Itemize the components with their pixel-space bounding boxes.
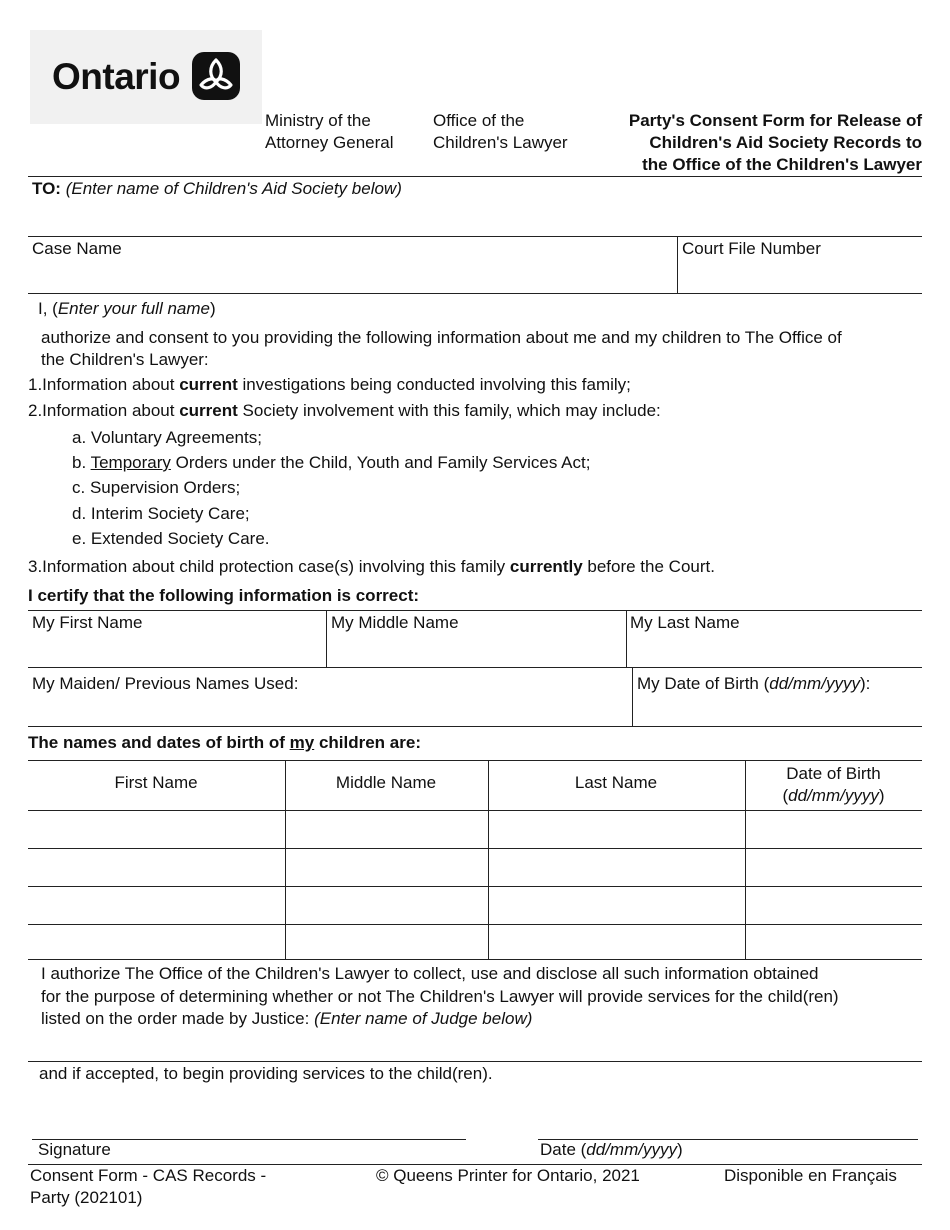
subitem-a: a. Voluntary Agreements; <box>72 428 262 447</box>
date-label-pre: Date ( <box>540 1140 587 1159</box>
col-date-of-birth <box>745 763 922 807</box>
judge-name-input[interactable] <box>28 1032 926 1058</box>
child-first-name-input[interactable] <box>30 853 288 881</box>
copyright-notice: © Queens Printer for Ontario, 2021 <box>376 1166 640 1185</box>
info-item-3 <box>28 556 715 578</box>
cas-name-input[interactable] <box>28 204 926 232</box>
children-header-bottom <box>28 810 922 811</box>
certify-mid-border <box>28 667 922 668</box>
child-middle-name-input[interactable] <box>288 815 492 843</box>
judge-divider <box>28 1061 922 1062</box>
row-divider <box>28 886 922 887</box>
first-name-label: My First Name <box>32 613 143 632</box>
child-middle-name-input[interactable] <box>288 891 492 919</box>
ontario-logo <box>30 30 262 124</box>
subitem-b-pre: b. <box>72 453 91 472</box>
dob-pre: My Date of Birth ( <box>637 674 770 693</box>
child-last-name-input[interactable] <box>491 853 749 881</box>
certify-heading: I certify that the following information is correct: <box>28 586 420 605</box>
item3-post: before the Court. <box>582 557 715 576</box>
to-divider <box>28 236 922 237</box>
dob-format: dd/mm/yyyy <box>769 674 860 693</box>
dob-input[interactable] <box>634 696 926 722</box>
col-dob-format <box>745 785 922 807</box>
date-label-post: ) <box>676 1140 683 1159</box>
child-dob-input[interactable] <box>748 853 926 881</box>
case-divider <box>28 293 922 294</box>
child-dob-input[interactable] <box>748 815 926 843</box>
signature-input[interactable] <box>32 1108 470 1136</box>
item3-pre: 3.Information about child protection case(s) involving this family <box>28 557 510 576</box>
info-item-1 <box>28 374 631 396</box>
authorization-line-1: I authorize The Office of the Children's Lawyer to collect, use and disclose all such information obtained <box>41 964 819 983</box>
court-file-label: Court File Number <box>682 239 821 258</box>
authorization-line-3 <box>41 1008 532 1030</box>
last-name-label: My Last Name <box>630 613 740 632</box>
ministry-name <box>265 110 425 154</box>
form-title-line-1: Party's Consent Form for Release of <box>628 111 922 130</box>
children-heading <box>28 732 421 754</box>
children-heading-post: children are: <box>314 733 421 752</box>
item1-bold: current <box>179 375 238 394</box>
subitem-d: d. Interim Society Care; <box>72 504 250 523</box>
child-first-name-input[interactable] <box>30 815 288 843</box>
office-line-2: Children's Lawyer <box>433 133 568 152</box>
children-table-top <box>28 760 922 761</box>
authorization-line-3-pre: listed on the order made by Justice: <box>41 1009 315 1028</box>
children-table-bottom <box>28 959 922 960</box>
child-middle-name-input[interactable] <box>288 928 492 955</box>
col-middle-name: Middle Name <box>335 773 437 792</box>
first-name-input[interactable] <box>28 636 330 664</box>
info-item-2 <box>28 400 661 422</box>
subitem-b <box>72 452 590 474</box>
date-format: dd/mm/yyyy <box>586 1140 677 1159</box>
authorize-line-2: the Children's Lawyer: <box>41 350 209 369</box>
form-identifier-line-2: Party (202101) <box>30 1188 143 1207</box>
date-label <box>540 1140 683 1160</box>
certify-top-border <box>28 610 922 611</box>
maiden-names-label: My Maiden/ Previous Names Used: <box>32 674 299 693</box>
item1-pre: 1.Information about <box>28 375 180 394</box>
certify-divider-2 <box>626 610 627 667</box>
subitem-b-underlined: Temporary <box>90 453 171 472</box>
trillium-icon <box>192 52 240 100</box>
row-divider <box>28 848 922 849</box>
authorization-line-2: for the purpose of determining whether or not The Children's Lawyer will provide services for the child(ren) <box>41 987 839 1006</box>
office-name <box>433 110 593 154</box>
maiden-names-input[interactable] <box>28 696 634 722</box>
col-dob-title: Date of Birth <box>786 764 881 783</box>
item2-bold: current <box>179 401 238 420</box>
child-first-name-input[interactable] <box>30 891 288 919</box>
subitem-e: e. Extended Society Care. <box>72 529 270 548</box>
date-input[interactable] <box>538 1108 922 1136</box>
item3-bold: currently <box>509 557 583 576</box>
col-dob-format-post: ) <box>878 786 885 805</box>
child-middle-name-input[interactable] <box>288 853 492 881</box>
child-first-name-input[interactable] <box>30 928 288 955</box>
signature-label: Signature <box>38 1140 111 1159</box>
child-dob-input[interactable] <box>748 891 926 919</box>
child-last-name-input[interactable] <box>491 815 749 843</box>
to-label-row <box>32 179 402 199</box>
form-identifier <box>30 1165 266 1209</box>
judge-hint: (Enter name of Judge below) <box>314 1009 533 1028</box>
court-file-input[interactable] <box>680 262 926 290</box>
col-last-name: Last Name <box>574 773 658 792</box>
children-heading-pre: The names and dates of birth of <box>28 733 290 752</box>
ministry-line-1: Ministry of the <box>265 111 371 130</box>
middle-name-label: My Middle Name <box>331 613 459 632</box>
child-dob-input[interactable] <box>748 928 926 955</box>
office-line-1: Office of the <box>433 111 525 130</box>
full-name-label <box>38 299 216 319</box>
item1-post: investigations being conducted involving this family; <box>237 375 631 394</box>
accepted-text: and if accepted, to begin providing services to the child(ren). <box>39 1064 493 1083</box>
full-name-suffix: ) <box>209 299 216 318</box>
authorize-line-1: authorize and consent to you providing the following information about me and my children to The Office of <box>41 328 842 347</box>
french-availability-link[interactable]: Disponible en Français <box>724 1166 897 1185</box>
case-name-label: Case Name <box>32 239 122 258</box>
full-name-prefix: I, ( <box>38 299 58 318</box>
full-name-hint: Enter your full name <box>57 299 210 318</box>
header-divider <box>28 176 922 177</box>
dob-label <box>637 674 870 694</box>
form-identifier-line-1: Consent Form - CAS Records - <box>30 1166 267 1185</box>
last-name-input[interactable] <box>628 636 926 664</box>
item2-post: Society involvement with this family, which may include: <box>237 401 661 420</box>
full-name-input[interactable] <box>240 297 926 321</box>
children-heading-my: my <box>289 733 315 752</box>
subitem-b-post: Orders under the Child, Youth and Family Services Act; <box>170 453 591 472</box>
case-name-input[interactable] <box>28 262 681 290</box>
subitem-c: c. Supervision Orders; <box>72 478 241 497</box>
case-divider-vertical <box>677 236 678 294</box>
col-first-name: First Name <box>114 773 198 792</box>
form-title-line-2: Children's Aid Society Records to <box>649 133 922 152</box>
to-hint: (Enter name of Children's Aid Society below) <box>65 179 402 198</box>
form-title <box>580 110 922 176</box>
col-dob-format-pre: ( <box>782 786 789 805</box>
col-dob-format-text: dd/mm/yyyy <box>788 786 879 805</box>
row-divider <box>28 924 922 925</box>
ministry-line-2: Attorney General <box>265 133 394 152</box>
certify-bottom-border <box>28 726 922 727</box>
middle-name-input[interactable] <box>328 636 630 664</box>
to-label: TO: <box>32 179 61 198</box>
form-title-line-3: the Office of the Children's Lawyer <box>642 155 922 174</box>
dob-post: ): <box>859 674 871 693</box>
child-last-name-input[interactable] <box>491 928 749 955</box>
child-last-name-input[interactable] <box>491 891 749 919</box>
logo-wordmark: Ontario <box>52 56 181 97</box>
item2-pre: 2.Information about <box>28 401 180 420</box>
certify-divider-3 <box>632 667 633 726</box>
certify-divider-1 <box>326 610 327 667</box>
